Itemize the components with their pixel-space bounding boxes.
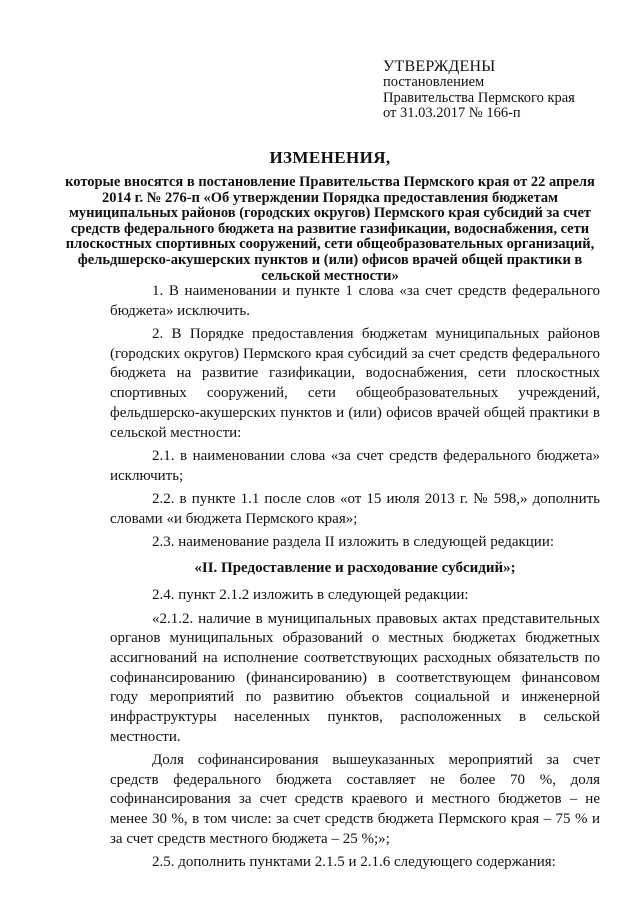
paragraph-2: 2. В Порядке предоставления бюджетам муниципальных районов (городских округов) Пермского края субсидий за счет средств федерального бюджета на развитие газификации, водоснабжения, сети плоскостных спортивных сооружений, сети общеобразовательных учреждений, фельдшерско-акушерских пунктов и (или) офисов врачей общей практики в сельской местности: <box>110 326 600 441</box>
approval-line-3: от 31.03.2017 № 166-п <box>383 105 521 121</box>
section-heading: «II. Предоставление и расходование субсидий»; <box>194 559 516 576</box>
approval-title: УТВЕРЖДЕНЫ <box>383 58 496 75</box>
document-body <box>110 282 600 876</box>
paragraph-2-5: 2.5. дополнить пунктами 2.1.5 и 2.1.6 следующего содержания: <box>152 854 556 871</box>
paragraph-2-1: 2.1. в наименовании слова «за счет средств федерального бюджета» исключить; <box>110 447 600 484</box>
document-heading <box>60 148 600 284</box>
document-title: ИЗМЕНЕНИЯ, <box>269 148 391 167</box>
document-subtitle: которые вносятся в постановление Правительства Пермского края от 22 апреля 2014 г. № 276-п «Об утверждении Порядка предоставления бюджетам муниципальных районов (городских округов) Пермского края субсидий за счет средств федерального бюджета на развитие газификации, водоснабжения, сети плоскостных спортивных сооружений, сети общеобразовательных организаций, фельдшерско-акушерских пунктов и (или) офисов врачей общей практики в сельской местности» <box>65 174 595 284</box>
approval-line-1: постановлением <box>383 74 485 90</box>
paragraph-2-1-2: «2.1.2. наличие в муниципальных правовых актах представительных органов муниципальных образований о местных бюджетах бюджетных ассигнований на исполнение соответствующих расходных обязательств по софинансированию (финансированию) в соответствующем финансовом году мероприятий по развитию объектов социальной и инженерной инфраструктуры населенных пунктов, расположенных в сельской местности. <box>110 610 600 745</box>
paragraph-2-3: 2.3. наименование раздела II изложить в следующей редакции: <box>152 533 555 550</box>
paragraph-share: Доля софинансирования вышеуказанных мероприятий за счет средств федерального бюджета составляет не более 70 %, доля софинансирования за счет средств краевого и местного бюджетов – не менее 30 %, в том числе: за счет средств бюджета Пермского края – 75 % и за счет средств местного бюджета – 25 %;»; <box>110 752 600 847</box>
approval-stamp <box>383 58 623 122</box>
paragraph-1: 1. В наименовании и пункте 1 слова «за счет средств федерального бюджета» исключить. <box>110 283 600 319</box>
approval-line-2: Правительства Пермского края <box>383 89 575 106</box>
paragraph-2-2: 2.2. в пункте 1.1 после слов «от 15 июля 2013 г. № 598,» дополнить словами «и бюджета Пермского края»; <box>110 490 600 527</box>
paragraph-2-4: 2.4. пункт 2.1.2 изложить в следующей редакции: <box>152 587 469 604</box>
